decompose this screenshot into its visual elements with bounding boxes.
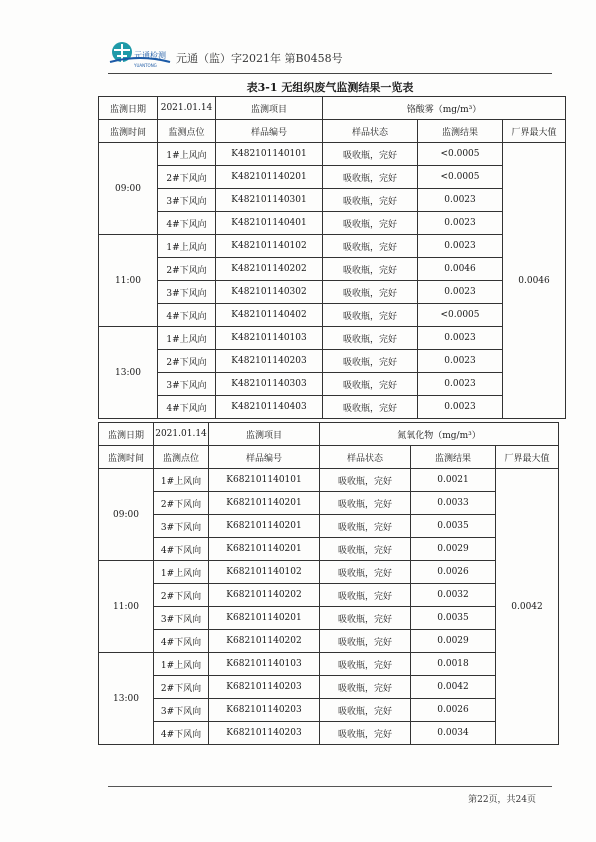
sample-cell: K482101140401 bbox=[216, 212, 323, 235]
header-rule bbox=[108, 73, 552, 74]
state-cell: 吸收瓶，完好 bbox=[320, 515, 411, 538]
sample-cell: K482101140203 bbox=[216, 350, 323, 373]
sample-cell: K482101140101 bbox=[216, 143, 323, 166]
table-row bbox=[99, 373, 566, 396]
result-cell: 0.0018 bbox=[411, 653, 496, 676]
state-cell: 吸收瓶，完好 bbox=[320, 653, 411, 676]
sample-cell: K682101140203 bbox=[209, 699, 320, 722]
table-row bbox=[99, 722, 559, 745]
point-cell: 4#下风向 bbox=[158, 304, 216, 327]
point-cell: 2#下风向 bbox=[154, 584, 209, 607]
result-cell: 0.0023 bbox=[418, 350, 503, 373]
time-cell: 09:00 bbox=[99, 469, 154, 561]
state-cell: 吸收瓶，完好 bbox=[323, 212, 418, 235]
point-cell: 1#上风向 bbox=[154, 469, 209, 492]
point-cell: 4#下风向 bbox=[154, 722, 209, 745]
table-row bbox=[99, 630, 559, 653]
result-cell: 0.0029 bbox=[411, 538, 496, 561]
result-cell: 0.0026 bbox=[411, 561, 496, 584]
point-cell: 1#上风向 bbox=[154, 653, 209, 676]
table-row bbox=[99, 396, 566, 419]
max-value-cell: 0.0046 bbox=[503, 143, 566, 419]
sample-cell: K682101140103 bbox=[209, 653, 320, 676]
result-cell: 0.0035 bbox=[411, 515, 496, 538]
table-row bbox=[99, 327, 566, 350]
result-cell: 0.0023 bbox=[418, 189, 503, 212]
state-cell: 吸收瓶，完好 bbox=[323, 350, 418, 373]
time-cell: 11:00 bbox=[99, 235, 158, 327]
sample-cell: K482101140302 bbox=[216, 281, 323, 304]
point-cell: 3#下风向 bbox=[158, 373, 216, 396]
sample-cell: K682101140202 bbox=[209, 584, 320, 607]
table-row bbox=[99, 469, 559, 492]
time-cell: 13:00 bbox=[99, 327, 158, 419]
state-cell: 吸收瓶，完好 bbox=[320, 607, 411, 630]
logo-text: 元通检测 bbox=[134, 51, 166, 60]
company-logo bbox=[108, 40, 172, 70]
table-row bbox=[99, 304, 566, 327]
sample-cell: K482101140403 bbox=[216, 396, 323, 419]
table-row bbox=[99, 189, 566, 212]
sample-cell: K482101140102 bbox=[216, 235, 323, 258]
state-cell: 吸收瓶，完好 bbox=[323, 396, 418, 419]
result-cell: 0.0023 bbox=[418, 327, 503, 350]
point-cell: 2#下风向 bbox=[158, 166, 216, 189]
column-header: 监测结果 bbox=[418, 120, 503, 143]
table-row bbox=[99, 143, 566, 166]
state-cell: 吸收瓶，完好 bbox=[323, 327, 418, 350]
time-cell: 09:00 bbox=[99, 143, 158, 235]
result-cell: 0.0023 bbox=[418, 373, 503, 396]
state-cell: 吸收瓶，完好 bbox=[320, 561, 411, 584]
state-cell: 吸收瓶，完好 bbox=[323, 304, 418, 327]
table-row bbox=[99, 515, 559, 538]
result-cell: 0.0042 bbox=[411, 676, 496, 699]
header-row bbox=[99, 120, 566, 143]
state-cell: 吸收瓶，完好 bbox=[320, 538, 411, 561]
table-row bbox=[99, 561, 559, 584]
column-header: 样品编号 bbox=[209, 446, 320, 469]
column-header: 监测点位 bbox=[158, 120, 216, 143]
column-header: 监测时间 bbox=[99, 120, 158, 143]
sample-cell: K682101140201 bbox=[209, 538, 320, 561]
result-cell: 0.0023 bbox=[418, 235, 503, 258]
point-cell: 1#上风向 bbox=[158, 235, 216, 258]
result-cell: <0.0005 bbox=[418, 166, 503, 189]
sample-cell: K682101140203 bbox=[209, 676, 320, 699]
page-number: 第22页，共24页 bbox=[468, 795, 536, 805]
state-cell: 吸收瓶，完好 bbox=[320, 722, 411, 745]
sample-cell: K482101140301 bbox=[216, 189, 323, 212]
column-header: 监测点位 bbox=[154, 446, 209, 469]
column-header: 厂界最大值 bbox=[503, 120, 566, 143]
table-row bbox=[99, 607, 559, 630]
page-header bbox=[108, 40, 552, 76]
table-row bbox=[99, 212, 566, 235]
time-cell: 11:00 bbox=[99, 561, 154, 653]
result-cell: 0.0046 bbox=[418, 258, 503, 281]
point-cell: 3#下风向 bbox=[154, 699, 209, 722]
table-row bbox=[99, 676, 559, 699]
point-cell: 3#下风向 bbox=[158, 189, 216, 212]
table-row bbox=[99, 584, 559, 607]
table-row bbox=[99, 350, 566, 373]
state-cell: 吸收瓶，完好 bbox=[323, 281, 418, 304]
result-cell: 0.0023 bbox=[418, 212, 503, 235]
time-cell: 13:00 bbox=[99, 653, 154, 745]
footer-rule bbox=[108, 786, 552, 787]
result-cell: 0.0021 bbox=[411, 469, 496, 492]
point-cell: 3#下风向 bbox=[158, 281, 216, 304]
result-cell: 0.0032 bbox=[411, 584, 496, 607]
sample-cell: K482101140202 bbox=[216, 258, 323, 281]
point-cell: 4#下风向 bbox=[158, 396, 216, 419]
point-cell: 3#下风向 bbox=[154, 607, 209, 630]
table-row bbox=[99, 653, 559, 676]
column-header: 监测结果 bbox=[411, 446, 496, 469]
column-header: 样品编号 bbox=[216, 120, 323, 143]
table-row bbox=[99, 258, 566, 281]
date-value: 2021.01.14 bbox=[154, 423, 209, 446]
point-cell: 4#下风向 bbox=[154, 630, 209, 653]
table-row bbox=[99, 235, 566, 258]
point-cell: 2#下风向 bbox=[154, 492, 209, 515]
date-label: 监测日期 bbox=[99, 423, 154, 446]
sample-cell: K482101140402 bbox=[216, 304, 323, 327]
sample-cell: K682101140101 bbox=[209, 469, 320, 492]
result-cell: 0.0035 bbox=[411, 607, 496, 630]
state-cell: 吸收瓶，完好 bbox=[320, 492, 411, 515]
point-cell: 2#下风向 bbox=[154, 676, 209, 699]
info-row bbox=[99, 423, 559, 446]
result-cell: 0.0029 bbox=[411, 630, 496, 653]
result-cell: 0.0033 bbox=[411, 492, 496, 515]
point-cell: 2#下风向 bbox=[158, 350, 216, 373]
state-cell: 吸收瓶，完好 bbox=[320, 630, 411, 653]
nitrogen-oxides-table bbox=[98, 422, 559, 745]
info-row bbox=[99, 97, 566, 120]
item-label: 监测项目 bbox=[216, 97, 323, 120]
state-cell: 吸收瓶，完好 bbox=[320, 584, 411, 607]
sample-cell: K682101140202 bbox=[209, 630, 320, 653]
sample-cell: K482101140103 bbox=[216, 327, 323, 350]
table-row bbox=[99, 281, 566, 304]
point-cell: 2#下风向 bbox=[158, 258, 216, 281]
state-cell: 吸收瓶，完好 bbox=[320, 699, 411, 722]
result-cell: 0.0026 bbox=[411, 699, 496, 722]
state-cell: 吸收瓶，完好 bbox=[323, 373, 418, 396]
header-row bbox=[99, 446, 559, 469]
column-header: 厂界最大值 bbox=[496, 446, 559, 469]
sample-cell: K682101140203 bbox=[209, 722, 320, 745]
sample-cell: K682101140102 bbox=[209, 561, 320, 584]
report-number: 元通（监）字2021年 第B0458号 bbox=[176, 52, 343, 65]
chromic-acid-table bbox=[98, 96, 566, 419]
sample-cell: K682101140201 bbox=[209, 492, 320, 515]
state-cell: 吸收瓶，完好 bbox=[323, 143, 418, 166]
max-value-cell: 0.0042 bbox=[496, 469, 559, 745]
point-cell: 4#下风向 bbox=[158, 212, 216, 235]
point-cell: 1#上风向 bbox=[158, 143, 216, 166]
point-cell: 1#上风向 bbox=[154, 561, 209, 584]
table-title: 表3-1 无组织废气监测结果一览表 bbox=[246, 81, 414, 94]
table-row bbox=[99, 166, 566, 189]
state-cell: 吸收瓶，完好 bbox=[320, 469, 411, 492]
state-cell: 吸收瓶，完好 bbox=[323, 258, 418, 281]
sample-cell: K482101140303 bbox=[216, 373, 323, 396]
logo-subtext: YUANTONG bbox=[134, 63, 157, 68]
sample-cell: K682101140201 bbox=[209, 515, 320, 538]
state-cell: 吸收瓶，完好 bbox=[323, 166, 418, 189]
point-cell: 3#下风向 bbox=[154, 515, 209, 538]
item-value: 铬酸雾（mg/m³） bbox=[323, 97, 566, 120]
sample-cell: K682101140201 bbox=[209, 607, 320, 630]
column-header: 样品状态 bbox=[323, 120, 418, 143]
point-cell: 1#上风向 bbox=[158, 327, 216, 350]
result-cell: 0.0023 bbox=[418, 281, 503, 304]
result-cell: 0.0034 bbox=[411, 722, 496, 745]
result-cell: 0.0023 bbox=[418, 396, 503, 419]
result-cell: <0.0005 bbox=[418, 304, 503, 327]
date-label: 监测日期 bbox=[99, 97, 158, 120]
table-row bbox=[99, 699, 559, 722]
state-cell: 吸收瓶，完好 bbox=[323, 189, 418, 212]
sample-cell: K482101140201 bbox=[216, 166, 323, 189]
item-value: 氮氧化物（mg/m³） bbox=[320, 423, 559, 446]
date-value: 2021.01.14 bbox=[158, 97, 216, 120]
state-cell: 吸收瓶，完好 bbox=[320, 676, 411, 699]
result-cell: <0.0005 bbox=[418, 143, 503, 166]
column-header: 监测时间 bbox=[99, 446, 154, 469]
item-label: 监测项目 bbox=[209, 423, 320, 446]
table-row bbox=[99, 538, 559, 561]
table-row bbox=[99, 492, 559, 515]
column-header: 样品状态 bbox=[320, 446, 411, 469]
state-cell: 吸收瓶，完好 bbox=[323, 235, 418, 258]
point-cell: 4#下风向 bbox=[154, 538, 209, 561]
